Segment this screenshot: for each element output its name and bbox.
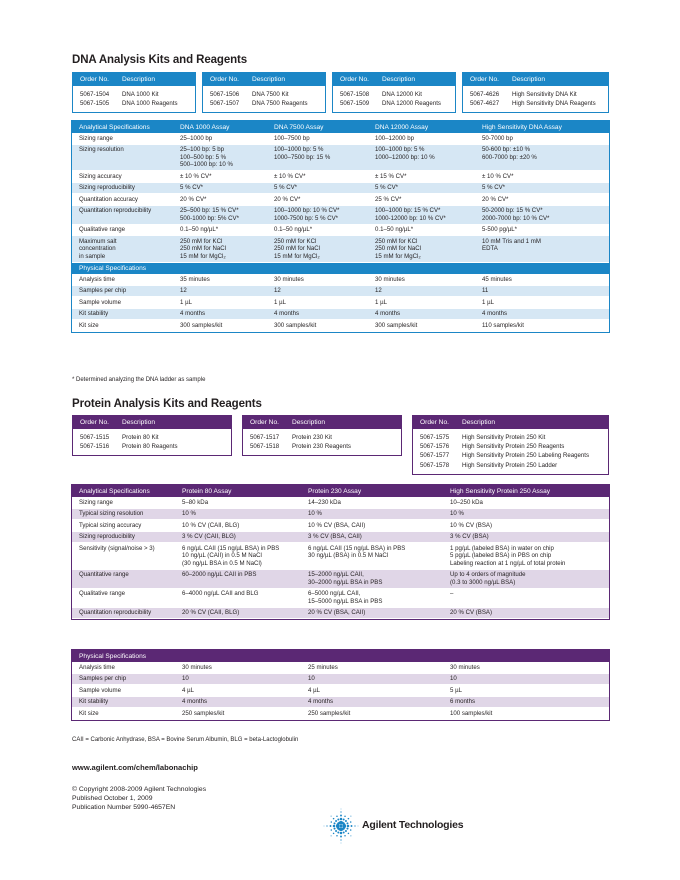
row-value: 100 samples/kit	[443, 708, 609, 720]
dna-order-box	[72, 72, 196, 113]
order-box-body	[463, 86, 608, 112]
table-row	[72, 520, 609, 532]
description-header: Description	[122, 76, 155, 83]
protein-spec-table	[72, 485, 609, 619]
order-box-body	[243, 429, 401, 455]
order-description: DNA 7500 Reagents	[252, 100, 308, 108]
row-value: 15–2000 ng/µL CAII, 30–2000 ng/µL BSA in PBS	[301, 569, 443, 588]
row-label: Samples per chip	[72, 673, 175, 685]
assay-column-header: Protein 230 Assay	[301, 485, 443, 497]
row-value: 100–7500 bp	[267, 133, 368, 144]
description-header: Description	[122, 419, 155, 426]
row-value: 6 ng/µL CAII (15 ng/µL BSA) in PBS 30 ng/µL (BSA) in 0.5 M NaCl	[301, 543, 443, 570]
row-value: 4 months	[267, 308, 368, 320]
logo-text: Agilent Technologies	[362, 819, 464, 831]
row-value: 1 µL	[267, 297, 368, 309]
row-value: 10 %	[175, 508, 301, 520]
table-row	[72, 588, 609, 607]
order-row	[470, 99, 608, 108]
protein-order-box	[412, 415, 609, 475]
row-label: Quantitation reproducibility	[72, 205, 173, 224]
row-value: 6 ng/µL CAII (15 ng/µL BSA) in PBS 10 ng/µL (CAII) in 0.5 M NaCl (30 ng/µL BSA in 0.5 M NaCl)	[175, 543, 301, 570]
row-value: 6–4000 ng/µL CAII and BLG	[175, 588, 301, 607]
agilent-spark-icon	[323, 808, 359, 844]
row-label: Qualitative range	[72, 224, 173, 236]
row-value: 4 µL	[175, 685, 301, 697]
row-value: 4 µL	[301, 685, 443, 697]
row-value: 5 % CV*	[173, 182, 267, 194]
order-row	[250, 442, 401, 451]
row-label: Kit size	[72, 708, 175, 720]
description-header: Description	[462, 419, 495, 426]
row-label: Kit stability	[72, 308, 173, 320]
row-value: 0.1–50 ng/µL*	[368, 224, 475, 236]
order-description: DNA 1000 Kit	[122, 91, 159, 98]
row-label: Typical sizing accuracy	[72, 520, 175, 532]
row-value: 10	[443, 673, 609, 685]
physical-spec-header-row	[72, 262, 609, 274]
order-box-body	[73, 86, 195, 112]
order-description: DNA 12000 Reagents	[382, 100, 441, 108]
order-row	[420, 433, 608, 442]
row-value: –	[443, 588, 609, 607]
row-label: Kit stability	[72, 696, 175, 708]
row-value: 20 % CV (BSA)	[443, 607, 609, 619]
row-value: 50-600 bp: ±10 % 600-7000 bp: ±20 %	[475, 144, 609, 171]
order-row	[420, 451, 608, 460]
row-value: 5 % CV*	[267, 182, 368, 194]
physical-spec-header: Physical Specifications	[72, 650, 609, 662]
table-row	[72, 708, 609, 720]
order-description: DNA 1000 Reagents	[122, 100, 178, 108]
order-description: Protein 230 Reagents	[292, 443, 351, 451]
row-value: 6 months	[443, 696, 609, 708]
row-value: 10	[301, 673, 443, 685]
row-value: 30 minutes	[267, 274, 368, 285]
assay-column-header: DNA 7500 Assay	[267, 121, 368, 133]
row-label: Qualitative range	[72, 588, 175, 607]
order-number: 5067-1575	[420, 434, 450, 441]
row-label: Sizing accuracy	[72, 171, 173, 183]
order-no-header: Order No.	[470, 76, 499, 83]
row-label: Analysis time	[72, 274, 173, 285]
order-no-header: Order No.	[340, 76, 369, 83]
table-row	[72, 497, 609, 508]
order-description: High Sensitivity Protein 250 Labeling Reagents	[462, 452, 590, 460]
row-value: 5-500 pg/µL*	[475, 224, 609, 236]
dna-order-box	[332, 72, 456, 113]
row-label: Sizing range	[72, 133, 173, 144]
dna-spec-header-row	[72, 121, 609, 133]
order-number: 5067-1508	[340, 91, 370, 98]
row-value: 20 % CV (BSA, CAII)	[301, 607, 443, 619]
order-description: Protein 80 Kit	[122, 434, 159, 441]
protein-physical-table	[72, 650, 609, 720]
row-value: 20 % CV*	[267, 194, 368, 206]
row-value: 4 months	[175, 696, 301, 708]
dna-section-title: DNA Analysis Kits and Reagents	[72, 54, 248, 66]
protein-section-title: Protein Analysis Kits and Reagents	[72, 398, 262, 410]
table-row	[72, 297, 609, 309]
published-date: Published October 1, 2009	[72, 795, 153, 802]
order-row	[470, 90, 608, 99]
row-value: 300 samples/kit	[173, 320, 267, 332]
row-value: 10	[175, 673, 301, 685]
table-row	[72, 224, 609, 236]
order-box-header	[333, 73, 455, 86]
row-label: Quantitative range	[72, 569, 175, 588]
order-number: 5067-1505	[80, 100, 110, 108]
order-number: 5067-4627	[470, 100, 500, 108]
order-box-header	[203, 73, 325, 86]
order-row	[210, 99, 325, 108]
row-value: 300 samples/kit	[368, 320, 475, 332]
order-number: 5067-1577	[420, 452, 450, 460]
dna-order-box	[202, 72, 326, 113]
dna-spec-table	[72, 121, 609, 332]
row-value: 110 samples/kit	[475, 320, 609, 332]
description-header: Description	[252, 76, 285, 83]
dna-order-box	[462, 72, 609, 113]
row-value: 11	[475, 285, 609, 297]
row-value: 25–500 bp: 15 % CV* 500-1000 bp: 5% CV*	[173, 205, 267, 224]
table-row	[72, 144, 609, 171]
row-value: 3 % CV (BSA, CAII)	[301, 531, 443, 543]
row-value: Up to 4 orders of magnitude (0.3 to 3000 ng/µL BSA)	[443, 569, 609, 588]
row-value: 1 pg/µL (labeled BSA) in water on chip 5 pg/µL (labeled BSA) in PBS on chip Labeling reaction at 1 ng/µL of total protein	[443, 543, 609, 570]
row-value: 250 samples/kit	[301, 708, 443, 720]
copyright-text: © Copyright 2008-2009 Agilent Technologies	[72, 786, 207, 793]
row-label: Sample volume	[72, 297, 173, 309]
row-value: 0.1–50 ng/µL*	[173, 224, 267, 236]
order-row	[80, 99, 195, 108]
order-number: 5067-1507	[210, 100, 240, 108]
order-row	[80, 442, 231, 451]
row-value: 30 minutes	[368, 274, 475, 285]
row-label: Sizing reproducibility	[72, 531, 175, 543]
description-header: Description	[382, 76, 415, 83]
order-description: High Sensitivity Protein 250 Kit	[462, 434, 546, 441]
protein-order-box	[242, 415, 402, 456]
order-row	[340, 99, 455, 108]
row-value: 250 mM for KCl 250 mM for NaCl 15 mM for MgCl₂	[267, 236, 368, 263]
row-value: 5 % CV*	[368, 182, 475, 194]
table-row	[72, 685, 609, 697]
table-row	[72, 133, 609, 144]
order-number: 5067-1506	[210, 91, 240, 98]
order-number: 5067-1576	[420, 443, 450, 451]
table-row	[72, 543, 609, 570]
order-description: DNA 12000 Kit	[382, 91, 422, 98]
table-row	[72, 308, 609, 320]
row-value: 25 % CV*	[368, 194, 475, 206]
row-value: 12	[173, 285, 267, 297]
row-value: 0.1–50 ng/µL*	[267, 224, 368, 236]
dna-footnote: * Determined analyzing the DNA ladder as sample	[72, 377, 206, 383]
row-value: 50-2000 bp: 15 % CV* 2000-7000 bp: 10 % CV*	[475, 205, 609, 224]
order-box-body	[73, 429, 231, 455]
table-row	[72, 194, 609, 206]
row-value: 100–1000 bp: 10 % CV* 1000-7500 bp: 5 % CV*	[267, 205, 368, 224]
row-value: 30 minutes	[175, 662, 301, 673]
table-row	[72, 274, 609, 285]
row-value: 60–2000 ng/µL CAII in PBS	[175, 569, 301, 588]
order-number: 5067-1517	[250, 434, 280, 441]
order-number: 5067-1516	[80, 443, 110, 451]
row-label: Sensitivity (signal/noise > 3)	[72, 543, 175, 570]
row-value: 1 µL	[368, 297, 475, 309]
row-value: 1 µL	[475, 297, 609, 309]
row-label: Sizing resolution	[72, 144, 173, 171]
row-value: 35 minutes	[173, 274, 267, 285]
table-row	[72, 320, 609, 332]
order-box-header	[243, 416, 401, 429]
order-row	[80, 433, 231, 442]
row-label: Sizing range	[72, 497, 175, 508]
spec-header-label: Analytical Specifications	[72, 485, 175, 497]
row-value: 250 mM for KCl 250 mM for NaCl 15 mM for MgCl₂	[173, 236, 267, 263]
row-value: 4 months	[301, 696, 443, 708]
protein-physical-header-row	[72, 650, 609, 662]
protein-footnote: CAII = Carbonic Anhydrase, BSA = Bovine Serum Albumin, BLG = beta-Lactoglobulin	[72, 737, 299, 743]
order-description: Protein 80 Reagents	[122, 443, 178, 451]
table-row	[72, 607, 609, 619]
row-value: 25–100 bp: 5 bp 100–500 bp: 5 % 500–1000 bp: 10 %	[173, 144, 267, 171]
row-value: 6–5000 ng/µL CAII, 15–5000 ng/µL BSA in PBS	[301, 588, 443, 607]
order-no-header: Order No.	[250, 419, 279, 426]
row-value: 20 % CV*	[173, 194, 267, 206]
row-value: 5 µL	[443, 685, 609, 697]
order-number: 5067-1509	[340, 100, 370, 108]
row-value: 3 % CV (CAII, BLG)	[175, 531, 301, 543]
publication-number: Publication Number 5990-4657EN	[72, 804, 176, 811]
row-value: 300 samples/kit	[267, 320, 368, 332]
table-row	[72, 508, 609, 520]
publication-info	[72, 785, 206, 812]
row-value: 250 samples/kit	[175, 708, 301, 720]
row-value: 100–12000 bp	[368, 133, 475, 144]
row-label: Quantitation accuracy	[72, 194, 173, 206]
description-header: Description	[512, 76, 545, 83]
row-value: 4 months	[368, 308, 475, 320]
order-no-header: Order No.	[80, 419, 109, 426]
order-box-body	[333, 86, 455, 112]
order-number: 5067-4626	[470, 91, 500, 98]
order-number: 5067-1518	[250, 443, 280, 451]
assay-column-header: DNA 12000 Assay	[368, 121, 475, 133]
order-number: 5067-1578	[420, 461, 450, 469]
protein-spec-header-row	[72, 485, 609, 497]
row-value: 45 minutes	[475, 274, 609, 285]
row-value: 12	[267, 285, 368, 297]
row-label: Sample volume	[72, 685, 175, 697]
row-value: 5 % CV*	[475, 182, 609, 194]
table-row	[72, 696, 609, 708]
row-value: 30 minutes	[443, 662, 609, 673]
assay-column-header: Protein 80 Assay	[175, 485, 301, 497]
row-label: Samples per chip	[72, 285, 173, 297]
order-no-header: Order No.	[80, 76, 109, 83]
row-value: 50-7000 bp	[475, 133, 609, 144]
order-row	[210, 90, 325, 99]
row-value: 3 % CV (BSA)	[443, 531, 609, 543]
row-label: Quantitation reproducibility	[72, 607, 175, 619]
order-description: High Sensitivity Protein 250 Reagents	[462, 443, 565, 451]
protein-order-box	[72, 415, 232, 456]
assay-column-header: High Sensitivity DNA Assay	[475, 121, 609, 133]
order-description: High Sensitivity DNA Kit	[512, 91, 577, 98]
row-value: 100–1000 bp: 15 % CV* 1000-12000 bp: 10 % CV*	[368, 205, 475, 224]
order-box-header	[463, 73, 608, 86]
row-value: 14–230 kDa	[301, 497, 443, 508]
table-row	[72, 182, 609, 194]
row-label: Sizing reproducibility	[72, 182, 173, 194]
order-no-header: Order No.	[210, 76, 239, 83]
table-row	[72, 236, 609, 263]
assay-column-header: DNA 1000 Assay	[173, 121, 267, 133]
row-label: Typical sizing resolution	[72, 508, 175, 520]
row-value: 10 % CV (BSA)	[443, 520, 609, 532]
order-box-header	[73, 73, 195, 86]
row-value: 1 µL	[173, 297, 267, 309]
table-row	[72, 662, 609, 673]
order-box-body	[203, 86, 325, 112]
table-row	[72, 205, 609, 224]
table-row	[72, 285, 609, 297]
row-value: 10 % CV (BSA, CAII)	[301, 520, 443, 532]
order-row	[420, 461, 608, 470]
order-description: DNA 7500 Kit	[252, 91, 289, 98]
order-no-header: Order No.	[420, 419, 449, 426]
row-value: 10 %	[301, 508, 443, 520]
order-box-body	[413, 429, 608, 474]
row-value: 25 minutes	[301, 662, 443, 673]
row-value: 10–250 kDa	[443, 497, 609, 508]
website-link[interactable]: www.agilent.com/chem/labonachip	[72, 763, 198, 772]
row-value: 5–80 kDa	[175, 497, 301, 508]
row-value: 20 % CV*	[475, 194, 609, 206]
row-value: 25–1000 bp	[173, 133, 267, 144]
order-description: Protein 230 Kit	[292, 434, 332, 441]
row-value: ± 10 % CV*	[267, 171, 368, 183]
table-row	[72, 171, 609, 183]
order-box-header	[73, 416, 231, 429]
order-row	[250, 433, 401, 442]
table-row	[72, 673, 609, 685]
order-row	[80, 90, 195, 99]
order-box-header	[413, 416, 608, 429]
row-value: 100–1000 bp: 5 % 1000–12000 bp: 10 %	[368, 144, 475, 171]
row-value: 100–1000 bp: 5 % 1000–7500 bp: 15 %	[267, 144, 368, 171]
table-row	[72, 569, 609, 588]
row-value: 10 %	[443, 508, 609, 520]
table-row	[72, 531, 609, 543]
assay-column-header: High Sensitivity Protein 250 Assay	[443, 485, 609, 497]
spec-header-label: Analytical Specifications	[72, 121, 173, 133]
row-value: 4 months	[475, 308, 609, 320]
physical-spec-header: Physical Specifications	[72, 262, 609, 274]
order-number: 5067-1504	[80, 91, 110, 98]
order-description: High Sensitivity Protein 250 Ladder	[462, 461, 558, 469]
row-value: ± 10 % CV*	[173, 171, 267, 183]
row-label: Kit size	[72, 320, 173, 332]
order-row	[340, 90, 455, 99]
row-value: 4 months	[173, 308, 267, 320]
description-header: Description	[292, 419, 325, 426]
agilent-logo	[323, 808, 493, 844]
row-value: 250 mM for KCl 250 mM for NaCl 15 mM for MgCl₂	[368, 236, 475, 263]
row-value: ± 15 % CV*	[368, 171, 475, 183]
row-label: Maximum salt concentration in sample	[72, 236, 173, 263]
order-description: High Sensitivity DNA Reagents	[512, 100, 596, 108]
order-row	[420, 442, 608, 451]
row-label: Analysis time	[72, 662, 175, 673]
order-number: 5067-1515	[80, 434, 110, 441]
row-value: 12	[368, 285, 475, 297]
row-value: 10 mM Tris and 1 mM EDTA	[475, 236, 609, 263]
row-value: 10 % CV (CAII, BLG)	[175, 520, 301, 532]
row-value: 20 % CV (CAII, BLG)	[175, 607, 301, 619]
row-value: ± 10 % CV*	[475, 171, 609, 183]
